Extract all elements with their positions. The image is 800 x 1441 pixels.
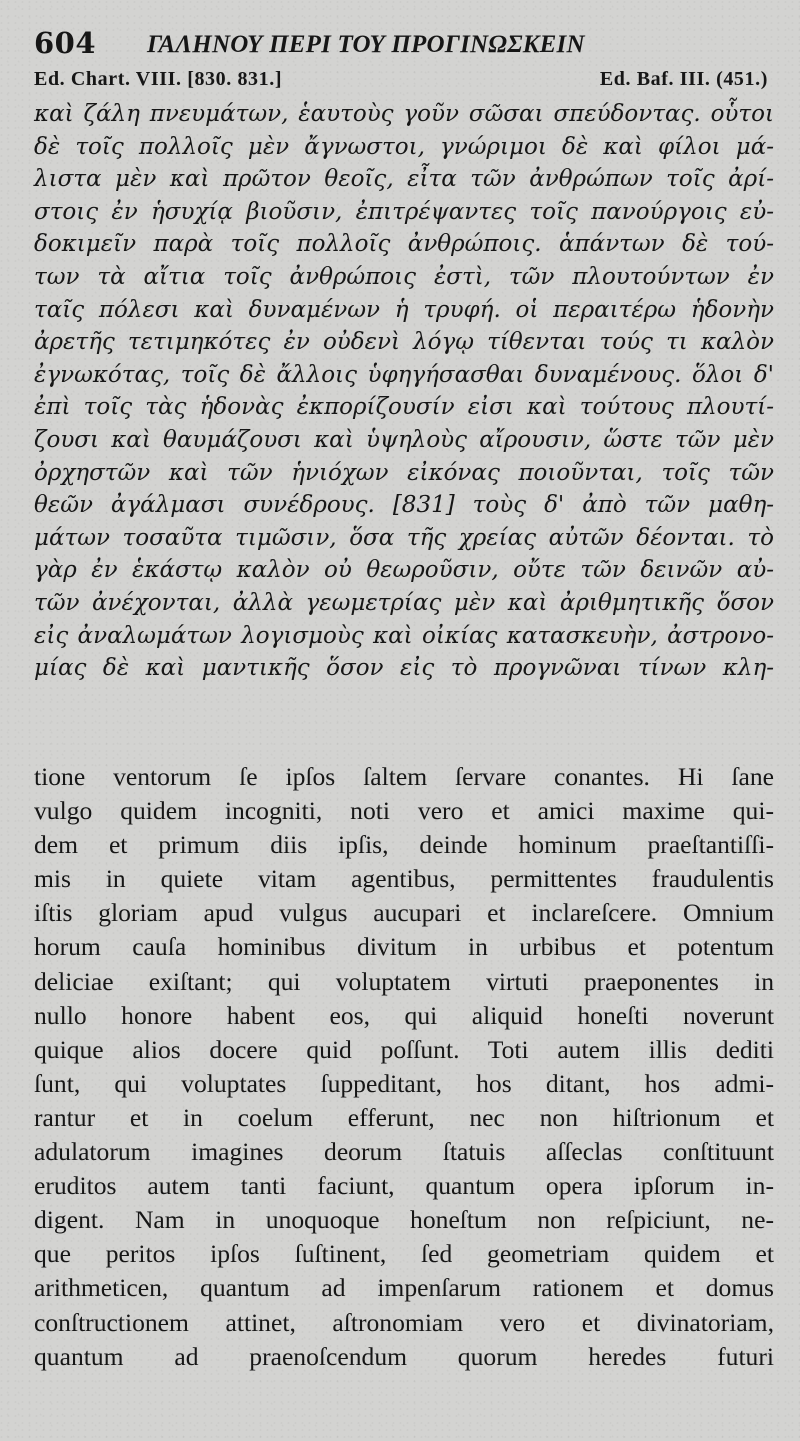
greek-line: λιστα μὲν καὶ πρῶτον θεοῖς, εἶτα τῶν ἀνθρώπων τοῖς ἀρί- [34, 166, 774, 193]
latin-line: que peritos ipſos ſuſtinent, ſed geometriam quidem et [34, 1239, 774, 1269]
latin-line: ſunt, qui voluptates ſuppeditant, hos ditant, hos admi- [34, 1068, 774, 1098]
edition-basel-reference: Ed. Baf. III. (451.) [599, 68, 768, 90]
greek-line: θεῶν ἀγάλμασι συνέδρους. [831] τοὺς δ' ἀπὸ τῶν μαθη- [34, 492, 774, 519]
latin-line: conſtructionem attinet, aſtronomiam vero et divinatoriam, [34, 1307, 774, 1337]
greek-line: γὰρ ἐν ἑκάστῳ καλὸν οὐ θεωροῦσιν, οὔτε τῶν δεινῶν αὐ- [34, 557, 774, 584]
running-title: ΓΑΛΗΝΟΥ ΠΕΡΙ ΤΟΥ ΠΡΟΓΙΝΩΣΚΕΙΝ [147, 31, 585, 58]
greek-line: καὶ ζάλη πνευμάτων, ἑαυτοὺς γοῦν σῶσαι σπεύδοντας. οὗτοι [34, 101, 774, 127]
latin-line: quique alios docere quid poſſunt. Toti autem illis dediti [34, 1034, 774, 1064]
latin-line: quantum ad praenoſcendum quorum heredes futuri [34, 1341, 774, 1371]
greek-line: ἀρετῆς τετιμηκότες ἐν οὐδενὶ λόγῳ τίθενται τούς τι καλὸν [34, 329, 774, 356]
latin-line: iſtis gloriam apud vulgus aucupari et inclareſcere. Omnium [34, 898, 774, 928]
greek-text-block [34, 98, 774, 685]
greek-line: μάτων τοσαῦτα τιμῶσιν, ὅσα τῆς χρείας αὐτῶν δέονται. τὸ [34, 524, 774, 551]
greek-line: ὀρχηστῶν καὶ τῶν ἡνιόχων εἰκόνας ποιοῦνται, τοῖς τῶν [34, 459, 774, 486]
latin-line: nullo honore habent eos, qui aliquid honeſti noverunt [34, 1000, 774, 1030]
greek-line: στοις ἐν ἡσυχίᾳ βιοῦσιν, ἐπιτρέψαντες τοῖς πανούργοις εὐ- [34, 198, 774, 225]
latin-line: mis in quiete vitam agentibus, permittentes fraudulentis [34, 864, 774, 894]
greek-line: εἰς ἀναλωμάτων λογισμοὺς καὶ οἰκίας κατασκευὴν, ἀστρονο- [34, 622, 774, 649]
latin-line: vulgo quidem incogniti, noti vero et amici maxime qui- [34, 796, 774, 826]
edition-chart-reference: Ed. Chart. VIII. [830. 831.] [34, 68, 283, 90]
greek-line: δὲ τοῖς πολλοῖς μὲν ἄγνωστοι, γνώριμοι δὲ καὶ φίλοι μά- [34, 133, 774, 160]
greek-line: δοκιμεῖν παρὰ τοῖς πολλοῖς ἀνθρώποις. ἁπάντων δὲ τού- [34, 231, 774, 258]
greek-line: τῶν ἀνέχονται, ἀλλὰ γεωμετρίας μὲν καὶ ἀριθμητικῆς ὅσον [34, 589, 774, 616]
page-number: 604 [34, 26, 97, 60]
latin-text-block [34, 760, 774, 1374]
greek-line: ἐπὶ τοῖς τὰς ἡδονὰς ἐκπορίζουσίν εἰσι καὶ τούτους πλουτί- [34, 394, 774, 421]
latin-line: adulatorum imagines deorum ſtatuis aſſeclas conſtituunt [34, 1137, 774, 1167]
latin-line: horum cauſa hominibus divitum in urbibus et potentum [34, 932, 774, 962]
latin-line: deliciae exiſtant; qui voluptatem virtuti praeponentes in [34, 966, 774, 996]
latin-line: tione ventorum ſe ipſos ſaltem ſervare conantes. Hi ſane [34, 762, 774, 791]
latin-line: dem et primum diis ipſis, deinde hominum praeſtantiſſi- [34, 830, 774, 860]
running-header [34, 26, 774, 66]
latin-line: digent. Nam in unoquoque honeſtum non reſpiciunt, ne- [34, 1205, 774, 1235]
greek-line: ταῖς πόλεσι καὶ δυναμένων ἡ τρυφή. οἱ περαιτέρω ἡδονὴν [34, 296, 774, 323]
latin-line: arithmeticen, quantum ad impenſarum rationem et domus [34, 1273, 774, 1303]
edition-reference-line [34, 67, 768, 95]
greek-line: των τὰ αἴτια τοῖς ἀνθρώποις ἐστὶ, τῶν πλουτούντων ἐν [34, 263, 774, 290]
greek-line: ἐγνωκότας, τοῖς δὲ ἄλλοις ὑφηγήσασθαι δυναμένους. ὅλοι δ' [34, 361, 774, 388]
latin-line: eruditos autem tanti faciunt, quantum opera ipſorum in- [34, 1171, 774, 1201]
greek-line: ζουσι καὶ θαυμάζουσι καὶ ὑψηλοὺς αἴρουσιν, ὥστε τῶν μὲν [34, 426, 774, 453]
latin-line: rantur et in coelum efferunt, nec non hiſtrionum et [34, 1102, 774, 1132]
greek-line: μίας δὲ καὶ μαντικῆς ὅσον εἰς τὸ προγνῶναι τίνων κλη- [34, 655, 774, 682]
